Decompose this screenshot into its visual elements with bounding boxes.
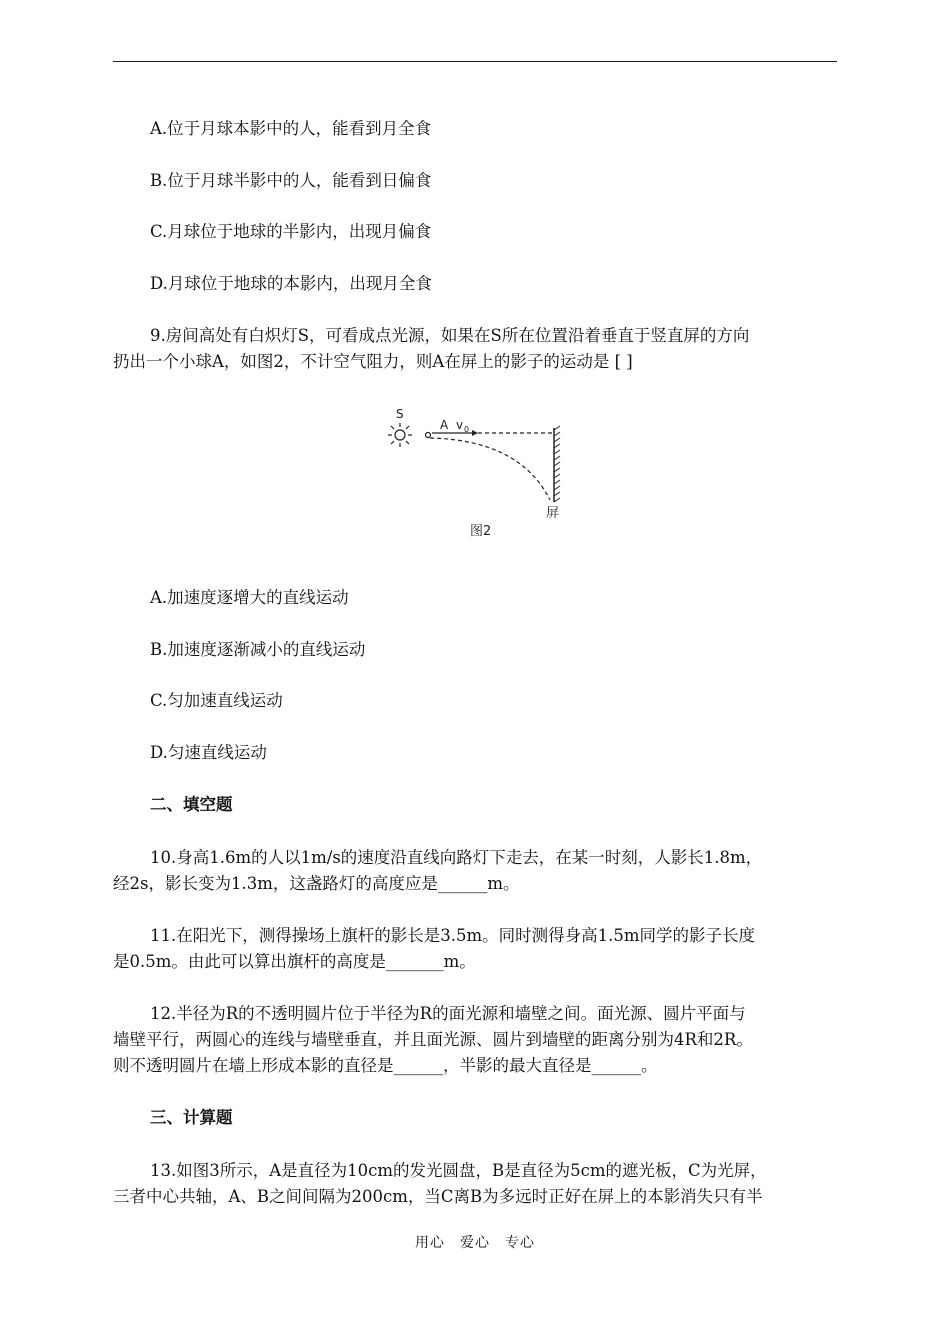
question-10 <box>113 845 837 897</box>
question-12-line-2: 墙壁平行，两圆心的连线与墙壁垂直，并且面光源、圆片到墙壁的距离分别为4R和2R。 <box>113 1030 753 1049</box>
light-source-icon <box>388 423 412 447</box>
question-12-line-3: 则不透明圆片在墙上形成本影的直径是______，半影的最大直径是______。 <box>113 1056 658 1075</box>
q8-option-d: D.月球位于地球的本影内，出现月全食 <box>150 274 432 293</box>
figure-2 <box>380 402 580 542</box>
question-13-line-1: 13.如图3所示，A是直径为10cm的发光圆盘，B是直径为5cm的遮光板，C为光屏， <box>150 1161 767 1180</box>
ball-label: A <box>440 418 449 432</box>
question-11-line-2: 是0.5m。由此可以算出旗杆的高度是_______m。 <box>113 952 476 971</box>
screen-hatch <box>554 426 560 502</box>
trajectory-curve <box>430 438 550 500</box>
question-12 <box>113 1001 837 1079</box>
question-10-line-1: 10.身高1.6m的人以1m/s的速度沿直线向路灯下走去，在某一时刻，人影长1.8m， <box>150 848 763 867</box>
question-9-line-2: 扔出一个小球A，如图2，不计空气阻力，则A在屏上的影子的运动是 [ ] <box>113 352 633 371</box>
q9-option-c: C.匀加速直线运动 <box>150 691 283 710</box>
arrow-head-icon <box>472 430 478 436</box>
q9-option-b: B.加速度逐渐减小的直线运动 <box>150 640 366 659</box>
figure-caption: 图2 <box>470 524 492 539</box>
q9-option-a: A.加速度逐增大的直线运动 <box>150 588 349 607</box>
section-2-title: 二、填空题 <box>150 795 233 814</box>
header-rule <box>113 61 837 62</box>
question-11-line-1: 11.在阳光下，测得操场上旗杆的影长是3.5m。同时测得身高1.5m同学的影子长度 <box>150 926 756 945</box>
screen-label: 屏 <box>546 506 560 521</box>
velocity-label: v <box>456 418 464 432</box>
section-3-title: 三、计算题 <box>150 1108 233 1127</box>
question-13-line-2: 三者中心共轴，A、B之间间隔为200cm，当C离B为多远时正好在屏上的本影消失只有半 <box>113 1187 763 1206</box>
q9-option-d: D.匀速直线运动 <box>150 743 267 762</box>
question-9 <box>113 323 837 375</box>
question-10-line-2: 经2s，影长变为1.3m，这盏路灯的高度应是______m。 <box>113 874 520 893</box>
q8-option-a: A.位于月球本影中的人，能看到月全食 <box>150 119 432 138</box>
question-13 <box>113 1158 837 1210</box>
source-label: S <box>396 407 404 421</box>
ball-icon <box>426 433 431 438</box>
q8-option-b: B.位于月球半影中的人，能看到日偏食 <box>150 171 432 190</box>
velocity-subscript: 0 <box>464 425 470 434</box>
q8-option-c: C.月球位于地球的半影内，出现月偏食 <box>150 222 432 241</box>
question-11 <box>113 923 837 975</box>
question-9-line-1: 9.房间高处有白炽灯S，可看成点光源，如果在S所在位置沿着垂直于竖直屏的方向 <box>150 326 750 345</box>
question-12-line-1: 12.半径为R的不透明圆片位于半径为R的面光源和墙壁之间。面光源、圆片平面与 <box>150 1004 746 1023</box>
page-footer: 用心 爱心 专心 <box>415 1235 535 1251</box>
